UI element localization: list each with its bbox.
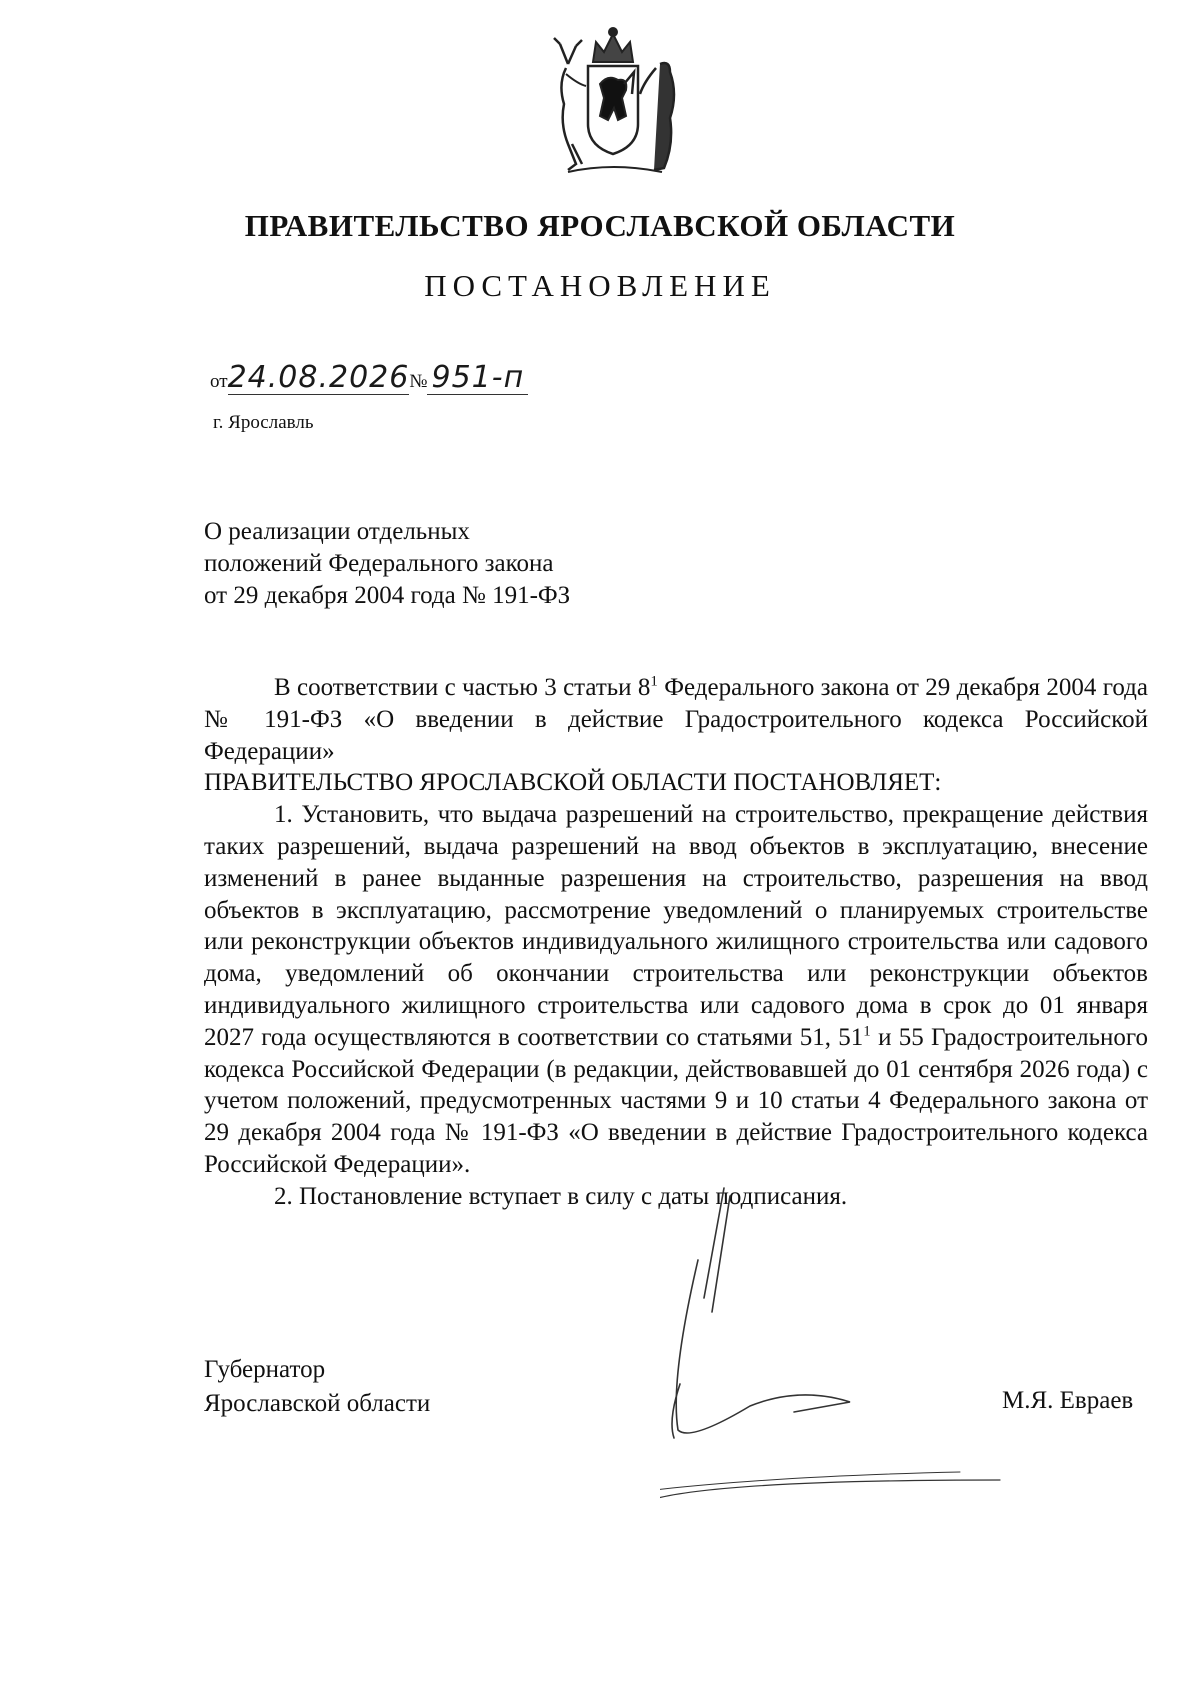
item-1-text-cont: и 55 Градостроительного кодекса Российской Федерации (в редакции, действовавшей до 01 сентября 2026 года) с учетом положений, предусмотренных частями 9 и 10 статьи 4 Федерального закона от 29 декабря 2004 года № 191-ФЗ «О введении в действие Градостроительного кодекса Российской Федерации». <box>204 1023 1148 1178</box>
subject-block <box>204 516 570 612</box>
document-kind: ПОСТАНОВЛЕНИЕ <box>424 268 776 303</box>
article-superscript: 1 <box>650 673 658 690</box>
item-2-paragraph: 2. Постановление вступает в силу с даты подписания. <box>274 1182 848 1210</box>
government-title: ПРАВИТЕЛЬСТВО ЯРОСЛАВСКОЙ ОБЛАСТИ <box>244 208 956 243</box>
handwritten-signature <box>660 1180 1040 1500</box>
item-1-paragraph <box>204 799 1148 1181</box>
article-superscript: 1 <box>863 1023 871 1040</box>
subject-line: положений Федерального закона <box>204 550 554 577</box>
city: г. Ярославль <box>213 412 314 433</box>
decree-line: ПРАВИТЕЛЬСТВО ЯРОСЛАВСКОЙ ОБЛАСТИ ПОСТАНОВЛЯЕТ: <box>204 769 942 797</box>
preamble-paragraph <box>204 672 1148 767</box>
item-1-text: 1. Установить, что выдача разрешений на строительство, прекращение действия таких разрешений, выдача разрешений на ввод объектов в эксплуатацию, внесение изменений в ранее выданные разрешения на строительство, разрешения на ввод объектов в эксплуатацию, рассмотрение уведомлений о планируемых строительстве или реконструкции объектов индивидуального жилищного строительства или садового дома, уведомлений об окончании строительства или реконструкции объектов индивидуального жилищного строительства или садового дома в срок до 01 января 2027 года осуществляются в соответствии со статьями 51, 51 <box>204 801 1148 1051</box>
signer-title-line: Ярославской области <box>204 1390 431 1417</box>
document-body <box>204 672 1148 1213</box>
preamble-text: В соответствии с частью 3 статьи 8 <box>274 674 651 701</box>
date-prefix: от <box>210 371 228 392</box>
subject-line: от 29 декабря 2004 года № 191-ФЗ <box>204 582 571 609</box>
subject-line: О реализации отдельных <box>204 518 470 545</box>
coat-of-arms-icon <box>538 24 688 176</box>
number-prefix: № <box>409 371 428 392</box>
preamble-text-cont: Федерального закона от 29 декабря 2004 года № 191-ФЗ «О введении в действие Градостроительного кодекса Российской Федерации» <box>204 674 1148 765</box>
signer-name: М.Я. Евраев <box>1002 1387 1134 1414</box>
document-number: 951-п <box>427 362 528 395</box>
signer-title <box>204 1353 430 1421</box>
document-date: 24.08.2026 <box>227 360 410 395</box>
signer-title-line: Губернатор <box>204 1356 326 1383</box>
registration-line <box>210 362 528 395</box>
